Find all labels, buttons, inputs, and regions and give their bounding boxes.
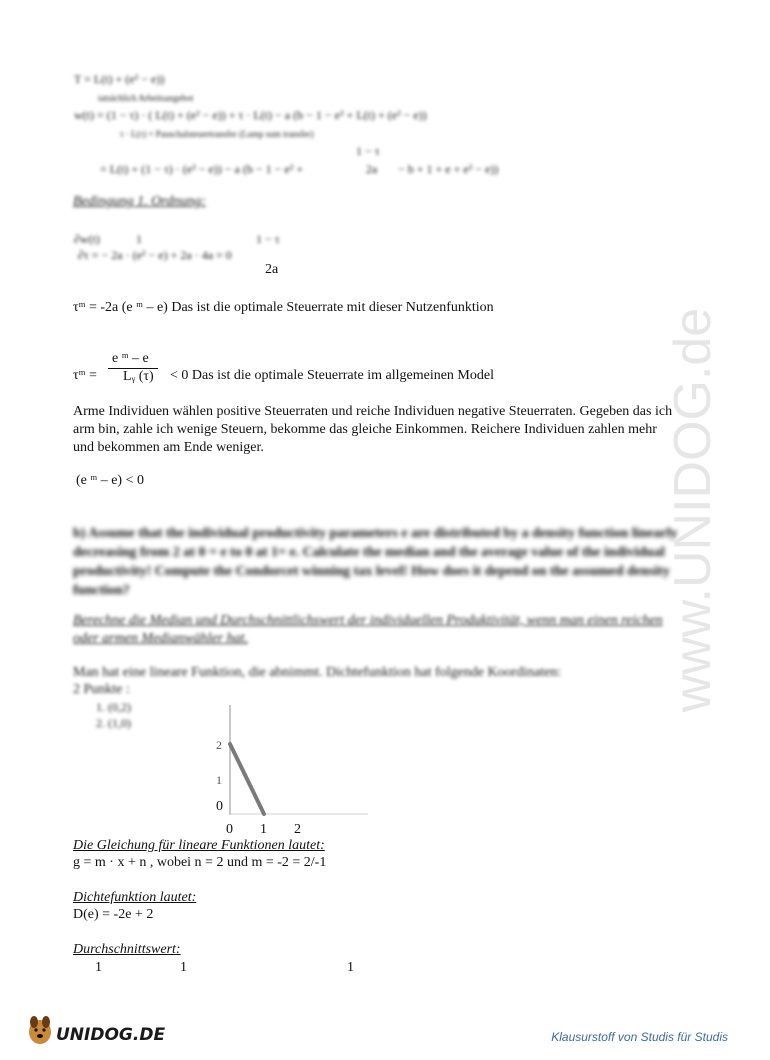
blurred-formula-line: = L(t) + (1 − τ) · (e² − e)) − a (b − 1 − e² + — [100, 162, 304, 176]
blurred-formula-sub: tatsächlich Arbeitsangebot — [98, 93, 194, 103]
watermark — [650, 280, 770, 740]
derivative-num: ∂w(t) — [74, 232, 100, 246]
y-tick-label: 2 — [216, 738, 222, 752]
optimal-tax-equation: τᵐ = -2a (e ᵐ – e) Das ist die optimale Steuerrate mit dieser Nutzenfunktion — [73, 300, 494, 315]
fraction-denominator: Lᵧ (τ) — [123, 369, 154, 384]
fraction-lhs: τᵐ = — [73, 368, 97, 383]
y-tick-label: 0 — [216, 799, 223, 814]
average-one: 1 — [180, 960, 187, 975]
density-line — [230, 744, 264, 814]
equation-heading: Die Gleichung für lineare Funktionen lautet: — [73, 838, 325, 853]
blurred-fraction-den: 2a — [366, 162, 378, 176]
fraction-numerator: e ᵐ – e — [112, 351, 149, 366]
density-function: D(e) = -2e + 2 — [73, 907, 154, 922]
inequality: (e ᵐ – e) < 0 — [76, 473, 144, 488]
question-text: b) Assume that the individual productivity parameters e are distributed by a density function linearly decreasing from 2 at 0 = e to 0 at 1= e. Calculate the median and the average value of the individual productivity! Compute the Condorcet winning tax level! How does it depend on the assumed density function? — [73, 526, 678, 598]
footer-tagline: Klausurstoff von Studis für Studis — [551, 1030, 728, 1044]
average-heading: Durchschnittswert: — [73, 942, 181, 957]
derivative-line: ∂τ = − 2a · (e² − e) + 2a · 4a = 0 — [78, 248, 232, 262]
derivative-num: 1 − τ — [256, 232, 280, 246]
derivative-num: 1 — [136, 232, 142, 246]
points-label: 2 Punkte : — [73, 682, 130, 697]
point-item: 1. (0,2) — [96, 700, 131, 714]
y-tick-label: 1 — [216, 773, 222, 787]
derivative-den: 2a — [265, 262, 279, 277]
task-german: Berechne die Median und Durchschnittlichswert der individuellen Produktivität, wenn man einen reichen oder armen Medianwähler hat. — [73, 613, 663, 646]
x-tick-label: 0 — [226, 822, 233, 837]
condition-heading: Bedingung 1. Ordnung: — [73, 194, 206, 209]
average-one: 1 — [95, 960, 102, 975]
density-chart — [200, 700, 380, 840]
density-heading: Dichtefunktion lautet: — [73, 890, 197, 905]
x-tick-label: 1 — [260, 822, 267, 837]
average-one: 1 — [347, 960, 354, 975]
logo-text: UNIDOG.DE — [56, 1025, 166, 1045]
equation-line: g = m · x + n , wobei n = 2 und m = -2 = 2/-1 — [73, 855, 327, 870]
blurred-formula-line: T = L(t) + (e² − e)) — [74, 72, 165, 86]
blurred-formula-tail: − b + 1 + e + e² − e)) — [398, 162, 499, 176]
fraction-tail: < 0 Das ist die optimale Steuerrate im allgemeinen Model — [170, 368, 494, 383]
linear-function-text: Man hat eine lineare Funktion, die abnimmt. Dichtefunktion hat folgende Koordinaten: — [73, 665, 562, 680]
point-item: 2. (1,0) — [96, 716, 131, 730]
watermark-text: www.UNIDOG.de — [664, 307, 722, 713]
blurred-formula-line: w(t) = (1 − τ) · ( L(t) + (e² − e)) + τ · L(t) − a (b − 1 − e² + L(t) + (e² − e)) — [74, 108, 427, 122]
x-tick-label: 2 — [294, 822, 301, 837]
paragraph-explanation: Arme Individuen wählen positive Steuerraten und reiche Individuen negative Steuerraten. Gegeben das ich arm bin, zahle ich wenige Steuern, bekomme das gleiche Einkommen. Reichere Individuen zahlen mehr und bekommen am Ende weniger. — [73, 404, 673, 455]
blurred-fraction-num: 1 − τ — [356, 144, 380, 158]
blurred-formula-sub: τ · L(τ) = Pauschalsteuertransfer (Lump sum transfer) — [120, 129, 314, 139]
unidog-logo — [22, 1010, 166, 1050]
